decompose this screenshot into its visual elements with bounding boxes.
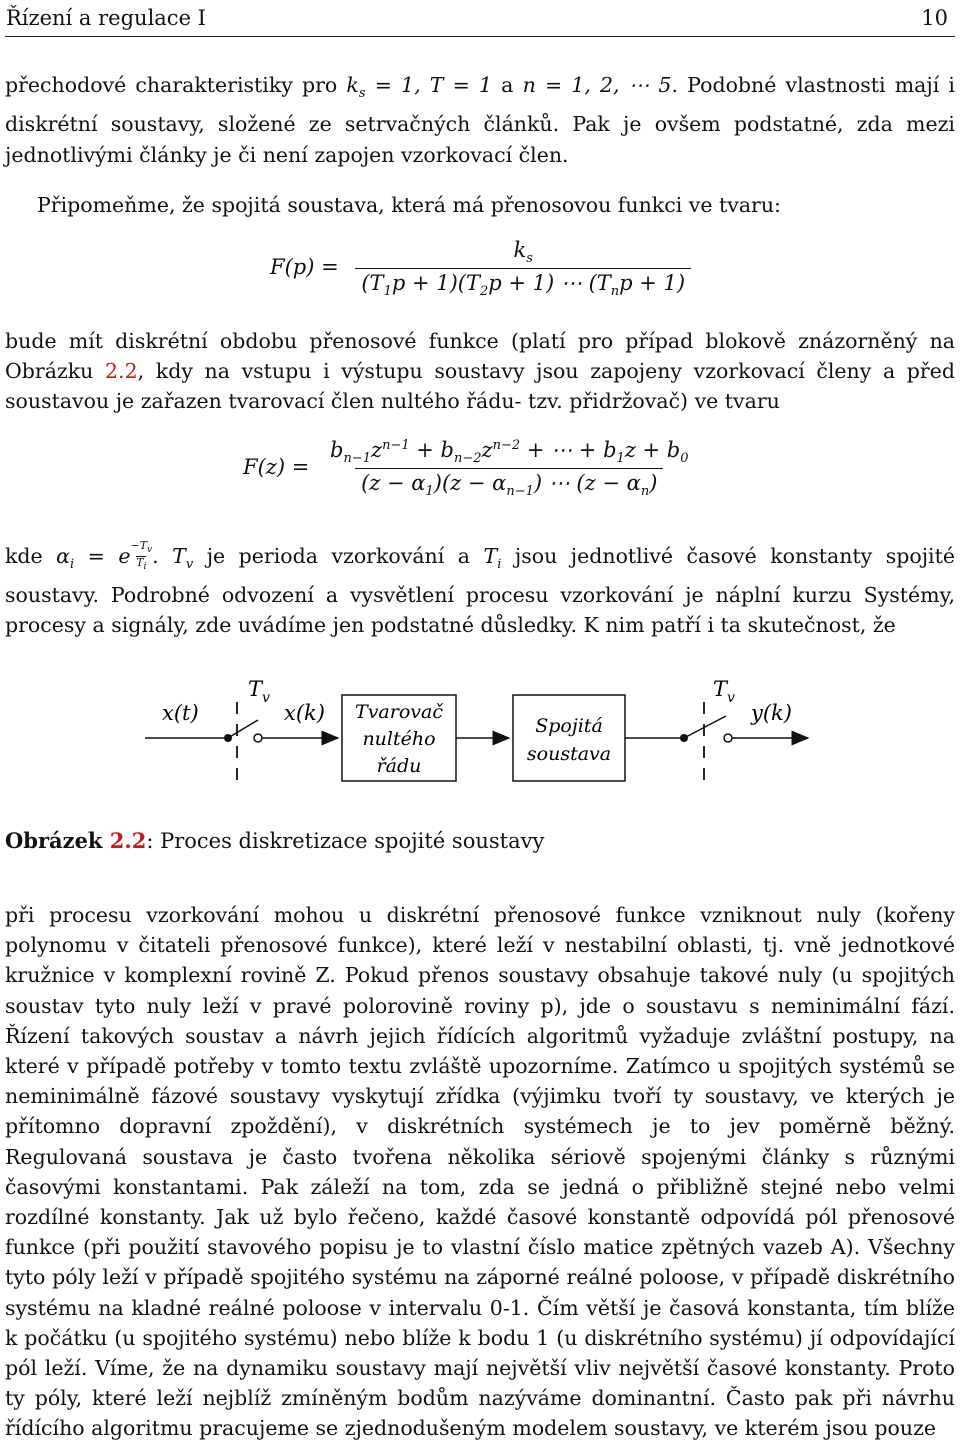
- paragraph-1-text-a: přechodové charakteristiky pro: [5, 73, 347, 97]
- figure-caption: [5, 828, 544, 853]
- zero-order-hold-label-2: nultého: [362, 728, 436, 750]
- caption-label: [5, 828, 146, 853]
- caption-label-text: Obrázek: [5, 828, 110, 853]
- continuous-plant-label-2: soustava: [526, 743, 612, 765]
- equation-continuous-transfer: [270, 238, 691, 299]
- header-rule: [5, 36, 955, 37]
- input-label: x(t): [162, 701, 199, 725]
- zero-order-hold-label-3: řádu: [376, 755, 422, 777]
- inline-math-ti: $T_i$: [483, 543, 502, 572]
- sampled-signal-label: x(k): [284, 701, 325, 725]
- sampler-2-contact: [724, 734, 732, 742]
- sampler-2-period-label: $T_v$: [713, 677, 735, 706]
- running-title: Řízení a regulace I: [6, 6, 206, 30]
- paragraph-5: při procesu vzorkování mohou u diskrétní přenosové funkce vzniknout nuly (kořeny polynomu v čitateli přenosové funkce), které leží v nestabilní oblasti, tj. vně jednotkové kružnice v komplexní rovině Z. Pokud přenos soustavy obsahuje takové nuly (u spojitých soustav tyto nuly leží v pravé polorovině roviny p), jde o soustavu s neminimální fází. Řízení takových soustav a návrh jejich řídících algoritmů vyžaduje zvláštní postupy, na které v případě potřeby v tomto textu zvláště upozorníme. Zatímco u spojitých systémů se neminimálně fázové soustavy vyskytují zřídka (výjimku tvoří ty soustavy, ve kterých je přítomno dopravní zpoždění), v diskrétních systémech je to jev poměrně běžný. Regulovaná soustava je často tvořena několika sériově spojenými články s různými časovými konstantami. Pak záleží na tom, zda se jedná o přibližně stejné nebo velmi rozdílné konstanty. Jak už bylo řečeno, každé časové konstantě odpovídá pól přenosové funkce (při použití stavového popisu je to vlastní číslo matice zpětných vazeb A). Všechny tyto póly leží v případě spojitého systému na záporné reálné poloose, v případě diskrétního systému na kladné reálné poloose v intervalu 0-1. Čím větší je časová konstanta, tím blíže k počátku (u spojitého systému) nebo blíže k bodu 1 (u diskrétního systému) jí odpovídající pól leží. Víme, že na dynamiku soustavy mají největší vliv největší časové konstanty. Proto ty póly, které leží nejblíž zmíněným bodům nazýváme dominantní. Často pak při návrhu řídícího algoritmu pracujeme se zjednodušeným modelem soustavy, ve kterém jsou pouze: [5, 903, 955, 1441]
- output-label: y(k): [751, 701, 792, 725]
- paragraph-4-text-c: je perioda vzorkování a: [193, 543, 484, 568]
- sampler-1-switch: [228, 720, 258, 738]
- zero-order-hold-label-1: Tvarovač: [355, 701, 443, 723]
- paragraph-4-text-b: .: [152, 543, 173, 568]
- continuous-plant-block: [513, 695, 625, 781]
- sampler-1-contact: [254, 734, 262, 742]
- equation-1-numerator: $k_s$: [513, 238, 533, 267]
- equation-2-numerator: $b_{n-1}z^{n-1} + b_{n-2}z^{n-2}$ + ⋯ + $b_1z + b_0$: [329, 438, 689, 467]
- caption-colon: :: [146, 829, 154, 853]
- equation-1-denominator: $(T_1p + 1)(T_2p + 1)$ ⋯ $(T_np + 1)$: [355, 268, 691, 299]
- continuous-plant-label-1: Spojitá: [535, 715, 603, 737]
- paragraph-4: [5, 537, 955, 641]
- paragraph-2: Připomeňme, že spojitá soustava, která má přenosovou funkci ve tvaru:: [37, 193, 781, 217]
- paragraph-3-text-b: , kdy na vstupu i výstupu soustavy jsou zapojeny vzorkovací členy a před soustavou je zařazen tvarovací člen nultého řádu- tzv. přidržovač) ve tvaru: [5, 359, 955, 414]
- paragraph-1-text-b: . Podobné vlastnosti mají i diskrétní soustavy, složené ze setrvačných článků. Pak je ovšem podstatné, zda mezi jednotlivými články je či není zapojen vzorkovací člen.: [5, 73, 955, 167]
- sampler-2-switch: [684, 716, 726, 738]
- equation-1-lhs: F(p) =: [270, 255, 339, 280]
- page-number: 10: [921, 6, 948, 30]
- paragraph-3-text-a: bude mít diskrétní obdobu přenosové funkce (platí pro případ blokově znázorněný na Obrázku: [5, 329, 955, 384]
- caption-text: Proces diskretizace spojité soustavy: [153, 829, 545, 853]
- paragraph-3: [5, 326, 955, 417]
- page-header: [6, 6, 948, 36]
- paragraph-1: [5, 70, 955, 170]
- inline-math-alpha-def: $\alpha_i = e$ $^{\frac{-T_v}{T_i}}$: [56, 539, 153, 573]
- equation-discrete-transfer: [243, 438, 695, 499]
- inline-math-tv: $T_v$: [172, 543, 194, 572]
- equation-2-denominator: $(z - \alpha_1)(z - \alpha_{n-1})$ ⋯ $(z - \alpha_n)$: [355, 468, 663, 499]
- sampler-1-period-label: $T_v$: [248, 677, 270, 706]
- inline-math-conditions: $k_s = 1$, T = 1 a n = 1, 2, ⋯ 5: [346, 73, 672, 102]
- paragraph-4-text-d: jsou jednotlivé časové konstanty spojité soustavy. Podrobné odvození a vysvětlení procesu vzorkování je náplní kurzu Systémy, procesy a signály, zde uvádíme jen podstatné důsledky. K nim patří i ta skutečnost, že: [5, 543, 955, 638]
- caption-figure-number: 2.2: [109, 828, 147, 853]
- figure-reference-link[interactable]: 2.2: [105, 359, 138, 384]
- discretization-block-diagram: [0, 660, 960, 810]
- equation-2-lhs: F(z) =: [243, 455, 310, 480]
- paragraph-4-text-a: kde: [5, 543, 57, 568]
